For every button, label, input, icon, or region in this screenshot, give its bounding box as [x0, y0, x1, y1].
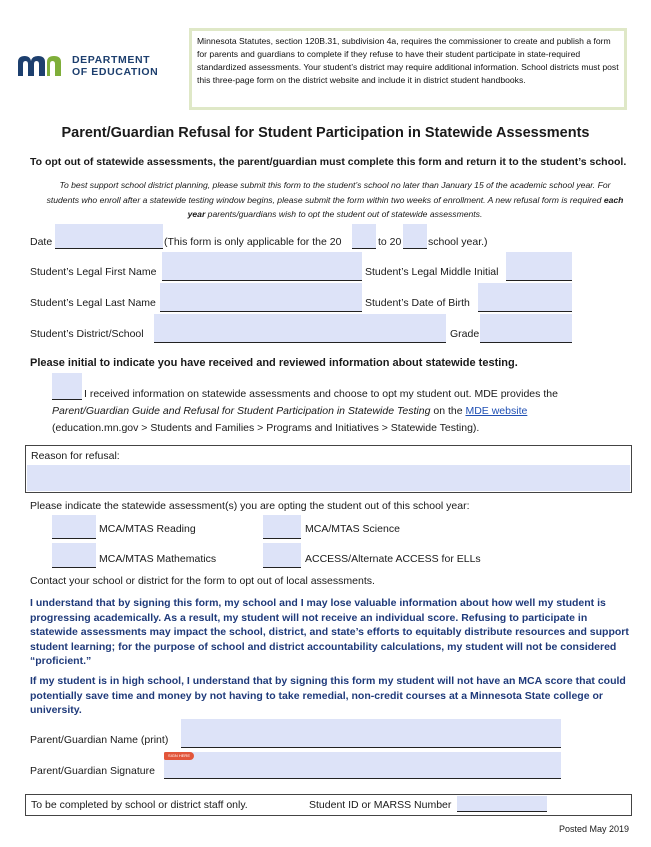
grade-field[interactable] [480, 314, 572, 342]
submission-note [44, 178, 626, 222]
understand-paragraph-2: If my student is in high school, I understand that by signing this form my student will not have an MCA score that could potentially save time and money by not having to take remedial, non-credit courses at a Minnesota State college or university. [30, 675, 626, 716]
date-note-a: (This form is only applicable for the 20 [164, 236, 342, 248]
last-name-label: Student’s Legal Last Name [30, 297, 156, 309]
district-school-field[interactable] [154, 314, 446, 342]
science-label: MCA/MTAS Science [305, 523, 400, 535]
access-label: ACCESS/Alternate ACCESS for ELLs [305, 553, 481, 565]
date-field[interactable] [55, 224, 163, 248]
logo-line-1: DEPARTMENT [72, 54, 151, 66]
guardian-signature-label: Parent/Guardian Signature [30, 765, 155, 777]
staff-box [25, 794, 632, 816]
guardian-name-field[interactable] [181, 719, 561, 747]
form-title: Parent/Guardian Refusal for Student Participation in Statewide Assessments [61, 125, 590, 141]
info-line-2 [52, 403, 612, 420]
date-note-c: school year.) [428, 236, 488, 248]
mde-website-link[interactable]: MDE website [465, 405, 528, 417]
reason-box [25, 445, 632, 493]
understand-paragraph-1: I understand that by signing this form, my school and I may lose valuable information about how well my student is progressing academically. As a result, my student will not receive an individual score. Refusing to participate in statewide assessments may impact the school, district, and state’s efforts to equitably distribute resources and support student learning; for the purpose of school and district accountability calculations, my student will not be considered “proficient.” [30, 597, 629, 667]
info-line-3: (education.mn.gov > Students and Families > Programs and Initiatives > Statewide Testing). [52, 422, 480, 434]
student-id-field[interactable] [457, 796, 547, 811]
submission-note-part1: To best support school district planning, please submit this form to the student’s school no later than January 15 of the academic school year. For students who enroll after a statewide testing window begins, please submit the form within two weeks of enrollment. A new refusal form is required [46, 180, 611, 205]
sign-here-flag: SIGN HERE [164, 752, 194, 760]
date-note-b: to 20 [378, 236, 402, 248]
math-optout-field[interactable] [52, 543, 96, 567]
info-line-1: I received information on statewide assessments and choose to opt my student out. MDE provides the [84, 388, 558, 400]
guide-title: Parent/Guardian Guide and Refusal for Student Participation in Statewide Testing [52, 405, 431, 417]
mn-logo-icon [18, 56, 66, 76]
local-assessment-note: Contact your school or district for the form to opt out of local assessments. [30, 575, 375, 587]
first-name-label: Student’s Legal First Name [30, 266, 157, 278]
middle-initial-label: Student’s Legal Middle Initial [365, 266, 499, 278]
district-school-label: Student’s District/School [30, 328, 144, 340]
posted-date: Posted May 2019 [558, 824, 629, 834]
reading-optout-field[interactable] [52, 515, 96, 538]
middle-initial-field[interactable] [506, 252, 572, 280]
assessment-prompt: Please indicate the statewide assessment(s) you are opting the student out of this school year: [30, 500, 470, 512]
student-id-label: Student ID or MARSS Number [309, 799, 452, 811]
guardian-signature-field[interactable] [164, 752, 561, 778]
grade-label: Grade [450, 328, 480, 340]
department-logo-text [72, 54, 158, 78]
math-label: MCA/MTAS Mathematics [99, 553, 217, 565]
guardian-name-label: Parent/Guardian Name (print) [30, 734, 169, 746]
dob-label: Student’s Date of Birth [365, 297, 470, 309]
date-label: Date [30, 236, 53, 248]
first-name-field[interactable] [162, 252, 362, 280]
staff-note: To be completed by school or district staff only. [31, 799, 248, 811]
optout-instruction: To opt out of statewide assessments, the parent/guardian must complete this form and return it to the student’s school. [30, 156, 627, 168]
guide-on-text: on the [430, 405, 466, 417]
last-name-field[interactable] [160, 283, 362, 311]
year-end-field[interactable] [403, 224, 427, 248]
science-optout-field[interactable] [263, 515, 301, 538]
dob-field[interactable] [478, 283, 572, 311]
initial-heading: Please initial to indicate you have received and reviewed information about statewide testing. [30, 357, 518, 369]
reason-label: Reason for refusal: [31, 450, 120, 462]
access-optout-field[interactable] [263, 543, 301, 567]
submission-note-part2: parents/guardians wish to opt the student out of statewide assessments. [205, 209, 483, 219]
info-paragraph [52, 386, 612, 437]
year-start-field[interactable] [352, 224, 376, 248]
logo-line-2: OF EDUCATION [72, 66, 159, 78]
statute-notice: Minnesota Statutes, section 120B.31, subdivision 4a, requires the commissioner to create and publish a form for parents and guardians to complete if they refuse to have their student participate in state-required standardized assessments. Your student’s district may require additional information. School districts must post this three-page form on the district website and include it in district student handbooks. [189, 28, 627, 110]
submission-note-bold: each year [187, 194, 624, 219]
reading-label: MCA/MTAS Reading [99, 523, 196, 535]
reason-field[interactable] [27, 465, 630, 491]
